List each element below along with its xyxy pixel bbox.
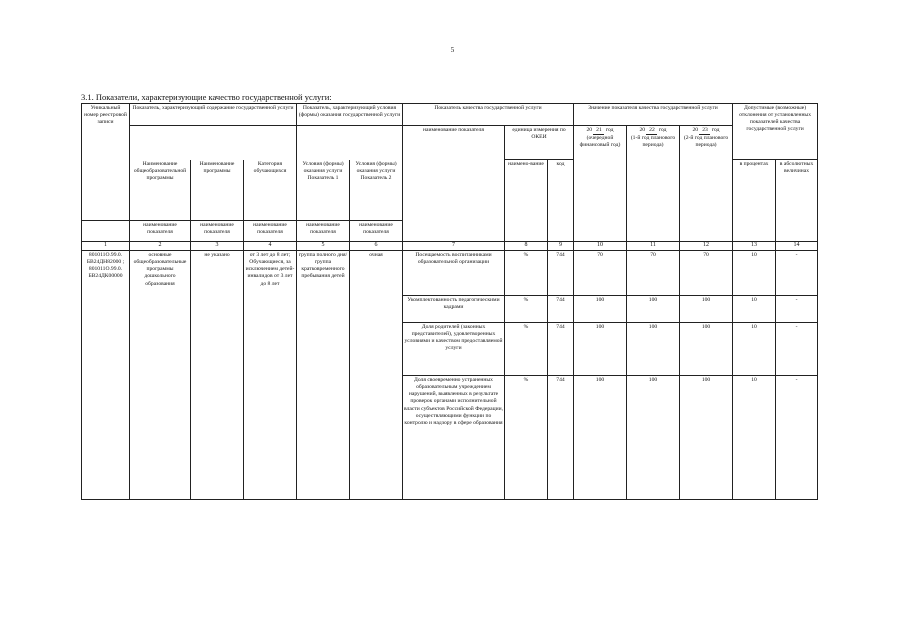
year-2-suffix: год (658, 127, 667, 133)
indicator-code: 744 (548, 251, 574, 296)
section-title: 3.1. Показатели, характеризующие качество государственной услуги: (81, 92, 332, 102)
indicator-name: Посещаемость воспитанниками образовательной организации (403, 251, 505, 296)
subheader-condition-2: Условия (формы) оказания услуги Показатель 2 (350, 160, 403, 221)
column-number: 7 (403, 242, 505, 251)
indicator-value-2: 100 (627, 296, 680, 323)
indicator-unit: % (505, 323, 548, 376)
indicator-deviation-absolute: - (776, 251, 818, 296)
conditions-indicator-spacer (297, 126, 403, 160)
name-label-condition-1: наименование показателя (297, 221, 350, 242)
year-1-suffix: год (605, 127, 614, 133)
column-number: 5 (297, 242, 350, 251)
header-content-indicator: Показатель, характеризующий содержание государственной услуги (130, 104, 297, 126)
subheader-programs: Наименование программы (191, 160, 244, 221)
subheader-unit-code: код (548, 160, 574, 242)
indicator-deviation-absolute: - (776, 376, 818, 500)
header-unique-number: Уникальный номер реестровой записи (82, 104, 130, 221)
year-2-yy: 22 (646, 127, 657, 135)
quality-indicators-table (81, 103, 818, 500)
indicator-deviation-percent: 10 (733, 323, 776, 376)
column-number: 2 (130, 242, 191, 251)
column-number: 10 (574, 242, 627, 251)
header-indicator-name: наименование показателя (403, 126, 505, 242)
record-unique-number: 801011О.99.0. БВ24ДН82000 ; 801011О.99.0. БВ24ДК00000 (82, 251, 130, 500)
column-number: 1 (82, 242, 130, 251)
name-label-category: наименование показателя (244, 221, 297, 242)
indicator-code: 744 (548, 376, 574, 500)
subheader-in-absolute: в абсолютных величинах (776, 160, 818, 242)
indicator-value-3: 100 (680, 323, 733, 376)
column-number: 12 (680, 242, 733, 251)
column-number: 9 (548, 242, 574, 251)
record-category: от 3 лет до 8 лет; Обучающиеся, за исключением детей-инвалидов от 3 лет до 8 лет (244, 251, 297, 500)
name-label-programs: наименование показателя (191, 221, 244, 242)
indicator-unit: % (505, 296, 548, 323)
indicator-code: 744 (548, 323, 574, 376)
year-2-note: (1-й год планового периода) (630, 135, 676, 149)
column-number: 13 (733, 242, 776, 251)
column-number: 6 (350, 242, 403, 251)
column-number: 14 (776, 242, 818, 251)
indicator-value-2: 70 (627, 251, 680, 296)
name-label-condition-2: наименование показателя (350, 221, 403, 242)
indicator-deviation-absolute: - (776, 323, 818, 376)
column-number: 11 (627, 242, 680, 251)
header-quality-indicator: Показатель качества государственной услуги (403, 104, 574, 126)
header-conditions-indicator: Показатель, характеризующий условия (формы) оказания государственной услуги (297, 104, 403, 126)
indicator-value-2: 100 (627, 376, 680, 500)
record-condition-2: очная (350, 251, 403, 500)
column-number: 4 (244, 242, 297, 251)
header-okei-unit: единица измерения по ОКЕИ (505, 126, 574, 160)
indicator-value-2: 100 (627, 323, 680, 376)
indicator-deviation-percent: 10 (733, 376, 776, 500)
indicator-deviation-percent: 10 (733, 296, 776, 323)
record-programs: не указано (191, 251, 244, 500)
indicator-name: Доля своевременно устраненных образовательным учреждением нарушений, выявленных в результате проверок органами исполнительной власти субъектов Российской Федерации, осуществляющими функции по контролю и надзору в сфере образования (403, 376, 505, 500)
indicator-value-3: 100 (680, 376, 733, 500)
indicator-deviation-percent: 10 (733, 251, 776, 296)
year-1-prefix: 20 (586, 127, 593, 133)
year-3-prefix: 20 (692, 127, 699, 133)
indicator-value-1: 100 (574, 296, 627, 323)
header-year-2 (627, 126, 680, 242)
column-number: 3 (191, 242, 244, 251)
year-3-suffix: год (711, 127, 720, 133)
indicator-deviation-absolute: - (776, 296, 818, 323)
record-condition-1: группа полного дня/ группа кратковременного пребывания детей (297, 251, 350, 500)
header-deviations: Допустимые (возможные) отклонения от установленных показателей качества государственной услуги (733, 104, 818, 160)
subheader-unit-name: наимено-вание (505, 160, 548, 242)
subheader-category: Категория обучающихся (244, 160, 297, 221)
content-indicator-spacer (130, 126, 297, 160)
indicator-value-1: 70 (574, 251, 627, 296)
year-2-prefix: 20 (639, 127, 646, 133)
subheader-condition-1: Условия (формы) оказания услуги Показатель 1 (297, 160, 350, 221)
indicator-value-3: 70 (680, 251, 733, 296)
indicator-value-1: 100 (574, 323, 627, 376)
subheader-in-percent: в процентах (733, 160, 776, 242)
header-values: Значение показателя качества государственной услуги (574, 104, 733, 126)
column-number: 8 (505, 242, 548, 251)
unique-number-blank (82, 221, 130, 242)
year-3-note: (2-й год планового периода) (683, 135, 729, 149)
subheader-program: Наименование общеобразовательной программы (130, 160, 191, 221)
indicator-unit: % (505, 251, 548, 296)
year-1-note: (очередной финансовый год) (579, 135, 621, 149)
indicator-name: Доля родителей (законных представителей), удовлетворенных условиями и качеством предоставляемой услуги (403, 323, 505, 376)
indicator-code: 744 (548, 296, 574, 323)
page-number: 5 (450, 46, 455, 54)
indicator-unit: % (505, 376, 548, 500)
name-label-program: наименование показателя (130, 221, 191, 242)
indicator-value-1: 100 (574, 376, 627, 500)
year-3-yy: 23 (699, 127, 710, 135)
year-1-yy: 21 (593, 127, 604, 135)
record-program: основные общеобразовательные программы дошкольного образования (130, 251, 191, 500)
header-year-3 (680, 126, 733, 242)
indicator-value-3: 100 (680, 296, 733, 323)
header-year-1 (574, 126, 627, 242)
indicator-name: Укомплектованность педагогическими кадрами (403, 296, 505, 323)
